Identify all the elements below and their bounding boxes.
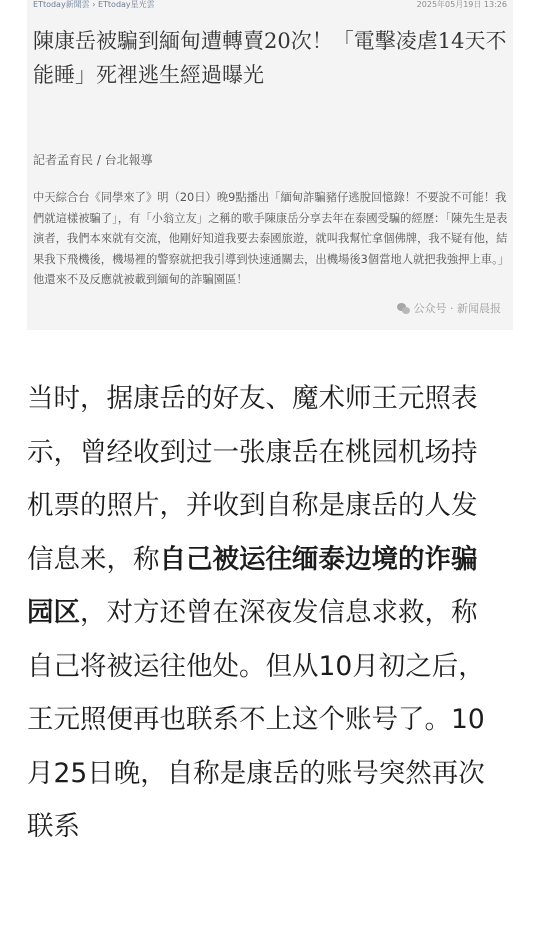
- watermark-text: 公众号 · 新闻晨报: [413, 302, 501, 315]
- embedded-news-screenshot: [27, 0, 513, 330]
- article-text-bold: 自己被运往缅泰边境的诈骗园区: [27, 543, 478, 628]
- news-summary: 中天綜合台《同學來了》明（20日）晚9點播出「緬甸詐騙豬仔逃脫回憶錄！不要說不可能！我們就這樣被騙了」，有「小翁立友」之稱的歌手陳康岳分享去年在泰國受騙的經歷：「陳先生是表演者，我們本來就有交流，他剛好知道我要去泰國旅遊，就叫我幫忙拿個佛牌，我不疑有他，結果我下飛機後，機場裡的警察就把我引導到快速通關去，出機場後3個當地人就把我強押上車。」他還來不及反應就被載到緬甸的詐騙園區！: [33, 191, 510, 286]
- news-timestamp: 2025年05月19日 13:26: [416, 0, 507, 9]
- article-text-part3: ，对方还曾在深夜发信息求救，称自己将被运往他处。但从10月初之后，王元照便再也联系不上这个账号了。10月25日晚，自称是康岳的账号突然再次联系: [27, 597, 485, 842]
- article-paragraph: [27, 372, 497, 854]
- news-source: ETtoday新聞雲 › ETtoday星光雲: [33, 0, 155, 9]
- wechat-icon: [397, 303, 410, 314]
- watermark: [391, 300, 502, 316]
- bottom-fade-overlay: [0, 888, 540, 928]
- news-headline: 陳康岳被騙到緬甸遭轉賣20次！「電擊凌虐14天不能睡」死裡逃生經過曝光: [33, 29, 507, 87]
- article-text-part1: 当时，据康岳的好友、魔术师王元照表示，曾经收到过一张康岳在桃园机场持机票的照片，并收到自称是康岳的人发信息来，称: [27, 383, 478, 575]
- news-meta-bar: [33, 0, 507, 12]
- news-byline: 記者孟育民 / 台北報導: [33, 153, 153, 167]
